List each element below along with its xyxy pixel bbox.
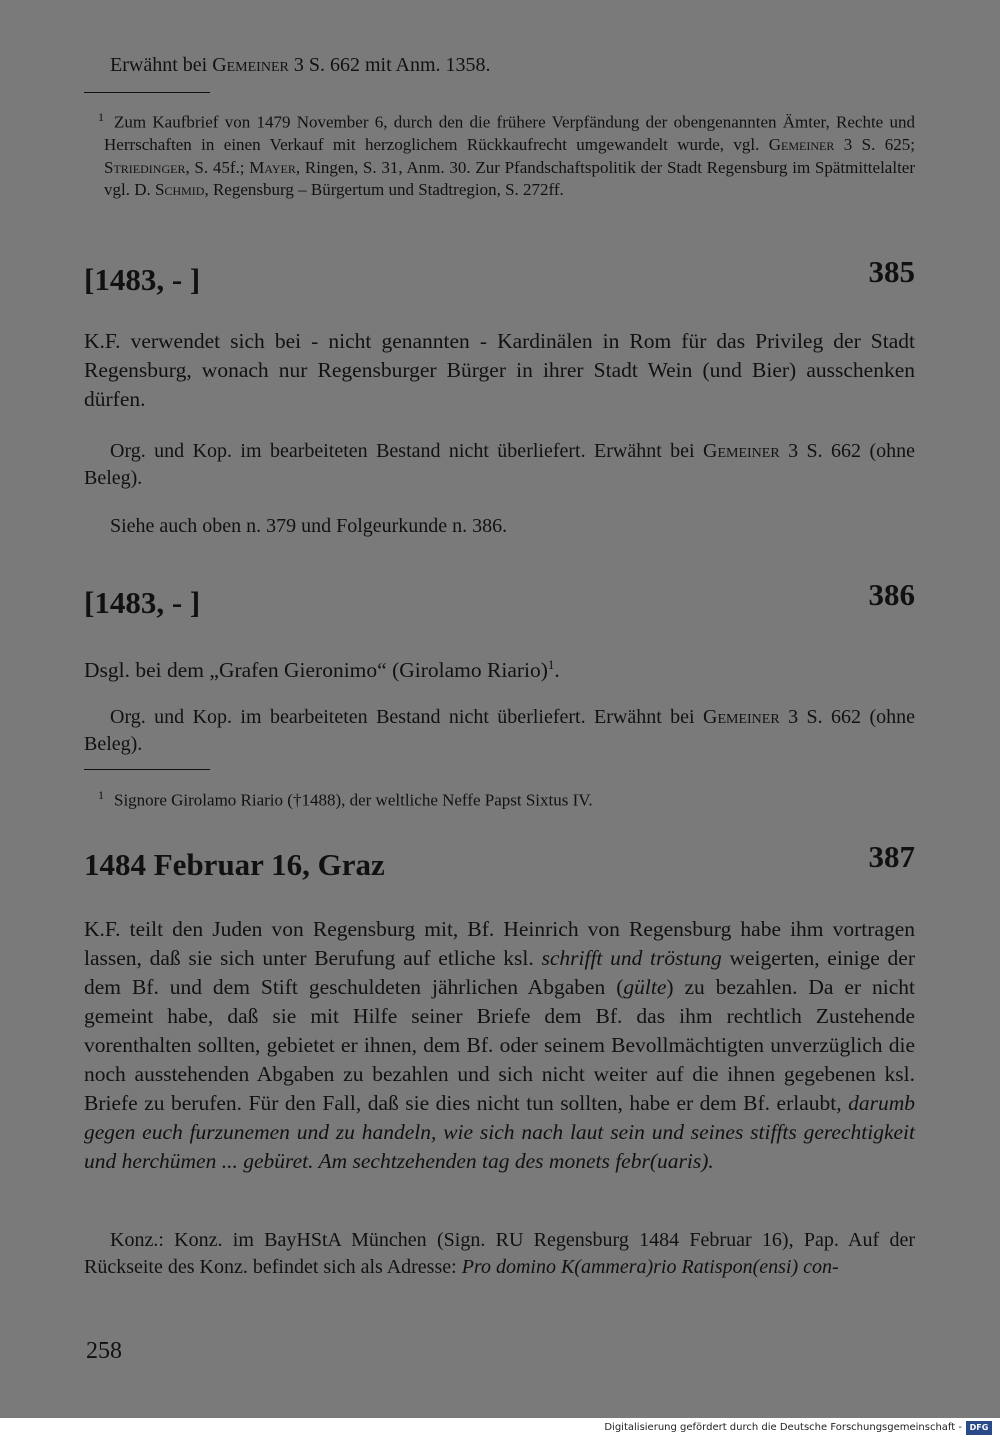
entry-387-summary: K.F. teilt den Juden von Regensburg mit, Bf. Heinrich von Regensburg habe ihm vortragen lassen, daß sie sich unter Berufung auf etliche ksl. schrifft und tröstung weigerten, einige der dem Bf. und dem Stift geschuldeten jährlichen Abgaben (gülte) zu bezahlen. Da er nicht gemeint habe, daß sie mit Hilfe seiner Briefe dem Bf. das ihm rechtlich Zustehende vorenthalten sollten, gebietet er ihnen, dem Bf. oder seinem Bevollmächtigten unverzüglich die noch ausstehenden Abgaben zu bezahlen und sich nicht weiter auf die ihnen gegebenen ksl. Briefe zu berufen. Für den Fall, daß sie dies nicht tun sollten, habe er dem Bf. erlaubt, darumb gegen euch furzunemen und zu handeln, wie sich nach laut sein und seines stiffts gerechtigkeit und herchümen ... gebüret. Am sechtzehenden tag des monets febr(uaris).	[84, 917, 916, 1173]
entry-387-heading	[84, 839, 915, 883]
entry-387-date: 1484 Februar 16, Graz	[84, 847, 385, 882]
top-note: Erwähnt bei Gemeiner 3 S. 662 mit Anm. 1358.	[110, 54, 491, 76]
footer-credit: Digitalisierung gefördert durch die Deutsche Forschungsgemeinschaft -	[604, 1422, 962, 1433]
footnote-1: $^1$ Zum Kaufbrief von 1479 November 6, durch den die frühere Verpfändung der obengenannten Ämter, Rechte und Herrschaften in einen Verkauf mit herzoglichem Rückkaufrecht umgewandelt wurde, vgl. Gemeiner 3 S. 625; Striedinger, S. 45f.; Mayer, Ringen, S. 31, Anm. 30. Zur Pfandschaftspolitik der Stadt Regensburg im Spätmittelalter vgl. D. Schmid, Regensburg – Bürgertum und Stadtregion, S. 272ff.	[98, 110, 916, 200]
entry-386-heading	[84, 577, 915, 621]
entry-387-number: 387	[868, 839, 915, 874]
footnote-separator	[84, 92, 210, 93]
footnote-separator-2	[84, 769, 210, 770]
entry-385-see-also: Siehe auch oben n. 379 und Folgeurkunde n. 386.	[110, 515, 508, 537]
page-number: 258	[86, 1338, 122, 1364]
entry-386-summary: Dsgl. bei dem „Grafen Gieronimo“ (Girolamo Riario)$^1$.	[84, 657, 560, 683]
entry-386-comment: Org. und Kop. im bearbeiteten Bestand nicht überliefert. Erwähnt bei Gemeiner 3 S. 662 (ohne Beleg).	[84, 706, 915, 755]
entry-386-number: 386	[868, 577, 915, 612]
entry-386-footnote: $^1$ Signore Girolamo Riario (†1488), der weltliche Neffe Papst Sixtus IV.	[98, 788, 593, 810]
entry-385-date: [1483, - ]	[84, 262, 201, 297]
entry-387-konz: Konz.: Konz. im BayHStA München (Sign. RU Regensburg 1484 Februar 16), Pap. Auf der Rückseite des Konz. befindet sich als Adresse: Pro domino K(ammera)rio Ratispon(ensi) con-	[84, 1229, 915, 1278]
dfg-logo-icon: DFG	[966, 1421, 992, 1435]
entry-385-heading	[84, 254, 915, 298]
footer-bar	[0, 1418, 1000, 1439]
entry-385-number: 385	[868, 254, 915, 289]
entry-385-summary: K.F. verwendet sich bei - nicht genannten - Kardinälen in Rom für das Privileg der Stadt Regensburg, wonach nur Regensburger Bürger in ihrer Stadt Wein (und Bier) ausschenken dürfen.	[84, 329, 915, 411]
entry-386-date: [1483, - ]	[84, 585, 201, 620]
entry-385-comment: Org. und Kop. im bearbeiteten Bestand nicht überliefert. Erwähnt bei Gemeiner 3 S. 662 (ohne Beleg).	[84, 440, 915, 489]
